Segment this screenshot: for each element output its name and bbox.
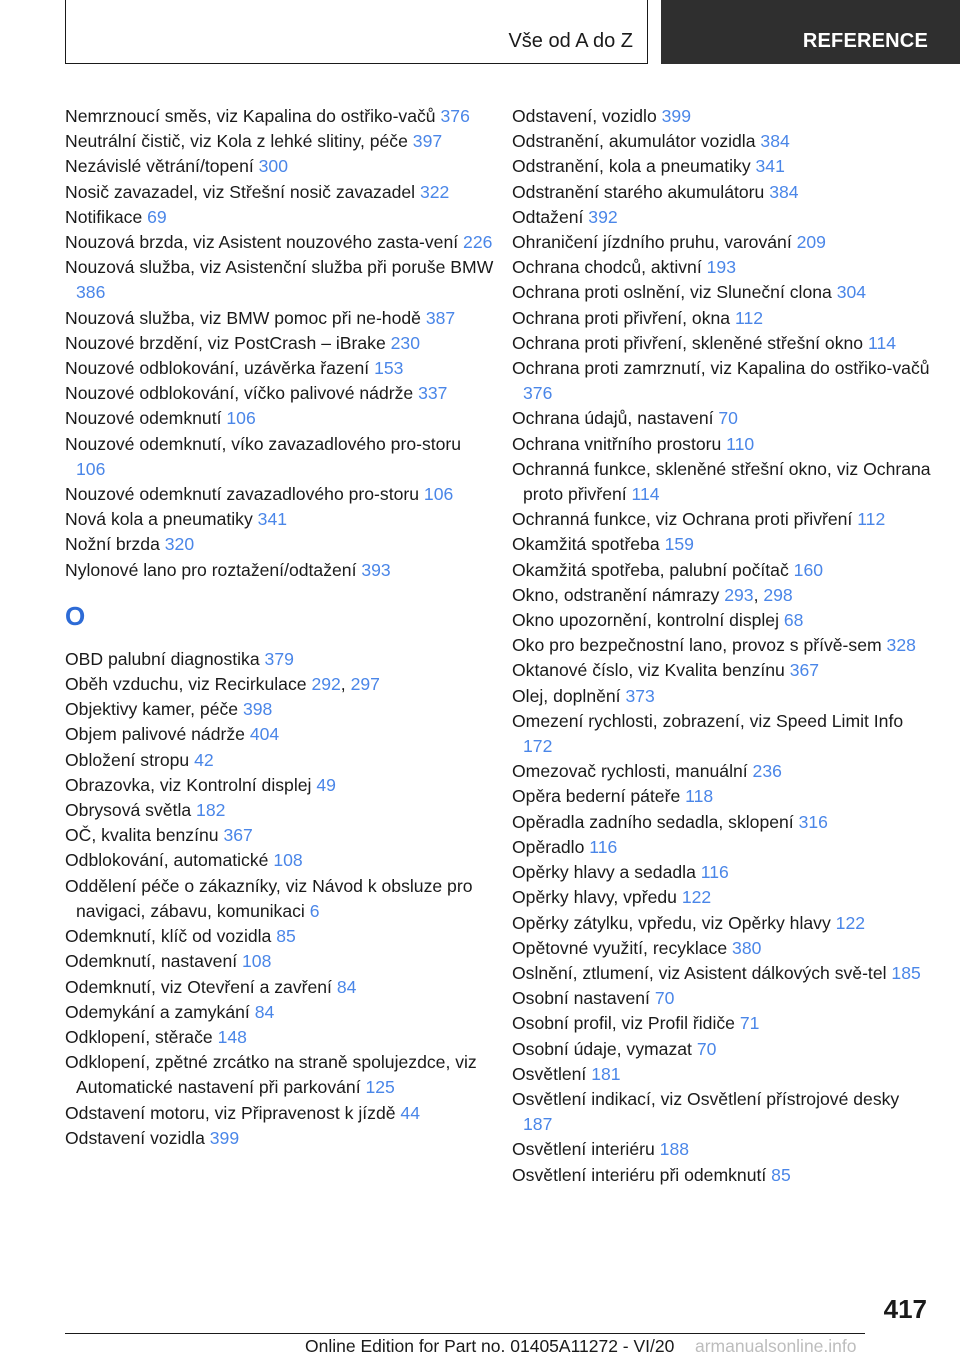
index-entry bbox=[512, 129, 932, 154]
page-reference-link[interactable]: 182 bbox=[196, 800, 226, 821]
index-entry-text: Olej, doplnění bbox=[512, 685, 621, 706]
page-reference-link[interactable]: 193 bbox=[706, 257, 736, 278]
index-entry bbox=[65, 230, 495, 255]
page-reference-link[interactable]: 84 bbox=[336, 976, 357, 997]
index-entry bbox=[65, 1025, 495, 1050]
index-entry bbox=[512, 406, 932, 431]
footer-divider bbox=[65, 1333, 865, 1334]
page-reference-link[interactable]: 70 bbox=[696, 1038, 717, 1059]
index-entry bbox=[65, 1126, 495, 1151]
index-entry-text: Notifikace bbox=[65, 206, 143, 227]
index-entry bbox=[512, 331, 932, 356]
index-entry-text: Odemknutí, klíč od vozidla bbox=[65, 926, 272, 947]
page-reference-link[interactable]: 376 bbox=[523, 383, 553, 404]
index-entry-text: Opěrky hlavy, vpředu bbox=[512, 887, 677, 908]
index-entry bbox=[512, 532, 932, 557]
index-entry-text: Ohraničení jízdního pruhu, varování bbox=[512, 232, 792, 253]
chapter-title: REFERENCE bbox=[802, 30, 928, 52]
index-entry bbox=[65, 432, 495, 482]
page-reference-link[interactable]: 85 bbox=[771, 1164, 791, 1185]
index-entry bbox=[512, 658, 932, 683]
page-reference-link[interactable]: 187 bbox=[523, 1114, 553, 1135]
index-entry bbox=[512, 1137, 932, 1162]
index-entry-text: Odklopení, zpětné zrcátko na straně spolujezdce, viz Automatické nastavení při parkování bbox=[65, 1052, 477, 1098]
page-reference-link[interactable]: 6 bbox=[309, 900, 320, 921]
index-entry-text: Okno, odstranění námrazy bbox=[512, 584, 720, 605]
page-reference-link[interactable]: 328 bbox=[886, 635, 916, 656]
index-entry-text: Odemknutí, nastavení bbox=[65, 951, 238, 972]
page-reference-link[interactable]: 399 bbox=[209, 1127, 240, 1148]
index-entry-text: Osvětlení interiéru bbox=[512, 1139, 655, 1160]
index-entry bbox=[512, 230, 932, 255]
index-entry-text: Odemykání a zamykání bbox=[65, 1001, 250, 1022]
index-entry-text: Obrazovka, viz Kontrolní displej bbox=[65, 774, 312, 795]
page-reference-link[interactable]: 320 bbox=[164, 534, 195, 555]
index-entry bbox=[65, 306, 495, 331]
index-entry bbox=[512, 684, 932, 709]
page-reference-link[interactable]: 367 bbox=[223, 825, 253, 846]
index-entry-text: Nouzové odemknutí, víko zavazadlového pro‐storu bbox=[65, 433, 462, 454]
page-reference-link[interactable]: 69 bbox=[147, 206, 167, 227]
index-entry bbox=[65, 697, 495, 722]
index-entry-text: Omezení rychlosti, zobrazení, viz Speed Limit Info bbox=[512, 710, 904, 731]
index-entry bbox=[512, 885, 932, 910]
index-entry bbox=[512, 961, 932, 986]
index-entry bbox=[512, 280, 932, 305]
page-reference-link[interactable]: 181 bbox=[591, 1063, 621, 1084]
page-reference-link[interactable]: 341 bbox=[257, 509, 288, 530]
page-reference-link[interactable]: 379 bbox=[264, 648, 294, 669]
index-entry-text: Osobní údaje, vymazat bbox=[512, 1038, 692, 1059]
page-reference-link[interactable]: 380 bbox=[732, 937, 762, 958]
index-entry-text: Nezávislé větrání/topení bbox=[65, 156, 254, 177]
index-entry bbox=[512, 835, 932, 860]
page-reference-link[interactable]: 297 bbox=[350, 674, 380, 695]
page-reference-link[interactable]: 159 bbox=[664, 534, 694, 555]
index-entry-text: Ochrana vnitřního prostoru bbox=[512, 433, 722, 454]
page-reference-link[interactable]: 384 bbox=[769, 181, 799, 202]
index-entry: Oběh vzduchu, viz Recirkulace 292, 297 bbox=[65, 674, 380, 695]
page-reference-link[interactable]: 114 bbox=[631, 484, 660, 505]
index-entry-text: OBD palubní diagnostika bbox=[65, 648, 260, 669]
index-entry-text: Osvětlení bbox=[512, 1063, 587, 1084]
index-entry bbox=[65, 154, 495, 179]
page-reference-link[interactable]: 108 bbox=[242, 951, 272, 972]
index-entry bbox=[512, 860, 932, 885]
index-entry bbox=[65, 874, 495, 924]
index-entry-text: Neutrální čistič, viz Kola z lehké slitiny, péče bbox=[65, 131, 408, 152]
page-reference-link[interactable]: 376 bbox=[440, 106, 470, 126]
page-reference-link[interactable]: 70 bbox=[718, 408, 738, 429]
page-reference-link[interactable]: 68 bbox=[783, 610, 804, 631]
index-entry-text: Nosič zavazadel, viz Střešní nosič zavazadel bbox=[65, 181, 416, 202]
index-entry-text: Objem palivové nádrže bbox=[65, 724, 245, 745]
page-reference-link[interactable]: 399 bbox=[661, 106, 691, 126]
index-entry-text: Odstavení, vozidlo bbox=[512, 106, 657, 126]
index-entry-text: Ochrana proti oslnění, viz Sluneční clona bbox=[512, 282, 832, 303]
page-reference-link[interactable]: 84 bbox=[254, 1001, 275, 1022]
page-reference-link[interactable]: 230 bbox=[390, 332, 420, 353]
index-entry bbox=[512, 1037, 932, 1062]
index-entry-text: Oběh vzduchu, viz Recirkulace bbox=[65, 674, 307, 695]
index-letter-heading: O bbox=[65, 600, 86, 631]
index-entry bbox=[65, 748, 495, 773]
page-reference-link[interactable]: 392 bbox=[588, 206, 618, 227]
page-reference-link[interactable]: 122 bbox=[681, 887, 712, 908]
index-entry-text: Opěradlo bbox=[512, 836, 585, 857]
index-entry-text: Odtažení bbox=[512, 206, 584, 227]
section-title: Vše od A do Z bbox=[508, 30, 633, 52]
page-reference-link[interactable]: 341 bbox=[755, 156, 785, 177]
index-entry bbox=[512, 936, 932, 961]
index-entry-text: Obrysová světla bbox=[65, 800, 192, 821]
page-reference-link[interactable]: 106 bbox=[423, 484, 454, 505]
page-reference-link[interactable]: 71 bbox=[739, 1013, 760, 1034]
page-reference-link[interactable]: 386 bbox=[76, 282, 106, 303]
page-reference-link[interactable]: 116 bbox=[589, 836, 618, 857]
index-entry bbox=[65, 331, 495, 356]
index-entry bbox=[65, 848, 495, 873]
index-entry-text: Oslnění, ztlumení, viz Asistent dálkových svě‐tel bbox=[512, 962, 887, 983]
page-reference-link[interactable]: 292 bbox=[311, 674, 341, 695]
watermark: armanualsonline.info bbox=[695, 1336, 857, 1356]
page-reference-link[interactable]: 404 bbox=[249, 724, 280, 745]
index-entry bbox=[65, 823, 495, 848]
page-reference-link[interactable]: 148 bbox=[217, 1026, 247, 1047]
index-entry bbox=[65, 406, 495, 431]
page-reference-link[interactable]: 384 bbox=[760, 131, 790, 152]
page-reference-link[interactable]: 116 bbox=[700, 862, 729, 883]
index-entry-text: Nemrznoucí směs, viz Kapalina do ostřiko‐vačů bbox=[65, 106, 436, 126]
index-entry-text: Ochranná funkce, skleněné střešní okno, viz Ochrana proto přivření bbox=[512, 458, 931, 505]
index-entry-text: Odblokování, automatické bbox=[65, 850, 269, 871]
header-frame bbox=[65, 0, 648, 64]
index-entry bbox=[65, 1050, 495, 1100]
index-entry bbox=[512, 205, 932, 230]
page-reference-link[interactable]: 226 bbox=[463, 232, 493, 253]
index-entry-text: Nylonové lano pro roztažení/odtažení bbox=[65, 559, 357, 580]
index-entry bbox=[65, 205, 495, 230]
index-entry bbox=[65, 722, 495, 747]
index-entry bbox=[512, 558, 932, 583]
page-reference-link[interactable]: 373 bbox=[625, 685, 655, 706]
index-entry bbox=[65, 647, 495, 672]
index-entry bbox=[512, 986, 932, 1011]
page-reference-link[interactable]: 316 bbox=[798, 811, 828, 832]
index-entry-text: Odstavení vozidla bbox=[65, 1127, 205, 1148]
page-reference-link[interactable]: 112 bbox=[857, 509, 886, 530]
index-entry-text: Odstranění, kola a pneumatiky bbox=[512, 156, 751, 177]
index-entry-text: Odstranění starého akumulátoru bbox=[512, 181, 765, 202]
index-entry bbox=[65, 180, 495, 205]
page-reference-link[interactable]: 42 bbox=[194, 749, 214, 770]
page-number: 417 bbox=[883, 1294, 927, 1324]
page-reference-link[interactable]: 106 bbox=[76, 458, 106, 479]
index-entry bbox=[512, 1087, 932, 1137]
index-entry-text: Osobní nastavení bbox=[512, 988, 650, 1009]
index-entry-text: Nouzové odemknutí bbox=[65, 408, 222, 429]
page-reference-link[interactable]: 398 bbox=[242, 699, 273, 720]
page-reference-link[interactable]: 160 bbox=[793, 559, 824, 580]
index-entry-text: Odemknutí, viz Otevření a zavření bbox=[65, 976, 332, 997]
index-entry bbox=[65, 507, 495, 532]
index-entry-text: Ochrana údajů, nastavení bbox=[512, 408, 714, 429]
index-entry-text: Nouzové odemknutí zavazadlového pro‐storu bbox=[65, 484, 420, 505]
index-entry-text: Ochrana chodců, aktivní bbox=[512, 257, 702, 278]
page-reference-link[interactable]: 298 bbox=[763, 584, 793, 605]
index-entry bbox=[512, 633, 932, 658]
index-entry bbox=[65, 482, 495, 507]
index-entry-text: Nouzové odblokování, uzávěrka řazení bbox=[65, 358, 370, 379]
index-entry bbox=[65, 356, 495, 381]
page-reference-link[interactable]: 114 bbox=[867, 332, 897, 353]
index-entry-text: Oddělení péče o zákazníky, viz Návod k obsluze pro navigaci, zábavu, komunikaci bbox=[65, 875, 473, 921]
index-entry bbox=[65, 255, 495, 305]
index-entry-text: Oktanové číslo, viz Kvalita benzínu bbox=[512, 660, 785, 681]
index-entry bbox=[512, 1011, 932, 1036]
index-entry-text: Omezovač rychlosti, manuální bbox=[512, 761, 748, 782]
index-entry-text: Nouzové odblokování, víčko palivové nádrže bbox=[65, 383, 414, 404]
index-entry bbox=[512, 432, 932, 457]
index-entry: Okno, odstranění námrazy 293, 298 bbox=[512, 584, 793, 605]
index-entry-text: Ochrana proti přivření, okna bbox=[512, 307, 731, 328]
index-entry bbox=[512, 306, 932, 331]
index-entry-text: Nouzová brzda, viz Asistent nouzového zasta‐vení bbox=[65, 232, 459, 253]
page-reference-link[interactable]: 125 bbox=[365, 1077, 395, 1098]
page-reference-link[interactable]: 393 bbox=[361, 559, 391, 580]
index-entry bbox=[512, 154, 932, 179]
index-entry bbox=[65, 129, 495, 154]
index-entry bbox=[512, 457, 932, 507]
index-entry-text: Opěrky hlavy a sedadla bbox=[512, 862, 696, 883]
index-entry bbox=[65, 1101, 495, 1126]
page-reference-link[interactable]: 322 bbox=[419, 181, 450, 202]
index-entry-text: Odklopení, stěrače bbox=[65, 1026, 213, 1047]
index-entry bbox=[512, 356, 932, 406]
index-entry-text: Osobní profil, viz Profil řidiče bbox=[512, 1013, 735, 1034]
page-reference-link[interactable]: 118 bbox=[685, 786, 714, 807]
page-reference-link[interactable]: 188 bbox=[659, 1139, 690, 1160]
page-reference-link[interactable]: 185 bbox=[891, 962, 921, 983]
index-entry bbox=[512, 784, 932, 809]
index-entry-text: Nouzová služba, viz BMW pomoc při ne‐hodě bbox=[65, 307, 421, 328]
index-entry-text: Obložení stropu bbox=[65, 749, 190, 770]
index-entry bbox=[512, 104, 932, 129]
page-reference-link[interactable]: 85 bbox=[276, 926, 296, 947]
edition-footer: Online Edition for Part no. 01405A11272 - VI/20 bbox=[305, 1336, 675, 1356]
page-reference-link[interactable]: 367 bbox=[789, 660, 820, 681]
index-entry bbox=[65, 1000, 495, 1025]
index-entry-text: Nožní brzda bbox=[65, 534, 160, 555]
page-reference-link[interactable]: 122 bbox=[835, 912, 866, 933]
index-entry bbox=[512, 709, 932, 759]
index-entry bbox=[65, 924, 495, 949]
index-entry-text: Odstavení motoru, viz Připravenost k jízdě bbox=[65, 1102, 396, 1123]
index-entry-text: Opěrky zátylku, vpředu, viz Opěrky hlavy bbox=[512, 912, 831, 933]
index-entry bbox=[65, 773, 495, 798]
index-entry-text: Nouzové brzdění, viz PostCrash – iBrake bbox=[65, 332, 386, 353]
index-entry-text: Okno upozornění, kontrolní displej bbox=[512, 610, 779, 631]
index-entry-text: Opěra bederní páteře bbox=[512, 786, 681, 807]
page-reference-link[interactable]: 387 bbox=[425, 307, 456, 328]
page-reference-link[interactable]: 337 bbox=[418, 383, 448, 404]
index-entry bbox=[65, 949, 495, 974]
index-entry-text: Ochranná funkce, viz Ochrana proti přivření bbox=[512, 509, 853, 530]
page-reference-link[interactable]: 108 bbox=[273, 850, 303, 871]
index-entry bbox=[65, 558, 495, 583]
page-reference-link[interactable]: 70 bbox=[654, 988, 675, 1009]
index-entry-text: Ochrana proti zamrznutí, viz Kapalina do ostřiko‐vačů bbox=[512, 358, 930, 379]
page-reference-link[interactable]: 209 bbox=[796, 232, 826, 253]
index-entry bbox=[65, 798, 495, 823]
index-entry-text: Opěradla zadního sedadla, sklopení bbox=[512, 811, 794, 832]
page-reference-link[interactable]: 106 bbox=[226, 408, 256, 429]
index-entry bbox=[65, 381, 495, 406]
index-entry-text: Okamžitá spotřeba bbox=[512, 534, 660, 555]
page-reference-link[interactable]: 44 bbox=[400, 1102, 420, 1123]
index-entry bbox=[512, 1062, 932, 1087]
page-reference-link[interactable]: 397 bbox=[412, 131, 443, 152]
index-column-right bbox=[512, 104, 932, 1188]
index-entry-text: Opětovné využití, recyklace bbox=[512, 937, 728, 958]
page-reference-link[interactable]: 110 bbox=[726, 433, 755, 454]
index-entry bbox=[512, 911, 932, 936]
index-entry bbox=[512, 255, 932, 280]
index-entry-text: Nová kola a pneumatiky bbox=[65, 509, 253, 530]
page-reference-link[interactable]: 112 bbox=[734, 307, 764, 328]
chapter-tab bbox=[661, 0, 960, 64]
index-entry bbox=[65, 104, 495, 129]
index-entry-text: OČ, kvalita benzínu bbox=[65, 825, 219, 846]
index-entry-text: Objektivy kamer, péče bbox=[65, 699, 239, 720]
index-entry bbox=[512, 810, 932, 835]
index-entry bbox=[512, 180, 932, 205]
page-reference-link[interactable]: 153 bbox=[374, 358, 404, 379]
page-reference-link[interactable]: 172 bbox=[523, 736, 553, 757]
page-reference-link[interactable]: 304 bbox=[836, 282, 867, 303]
index-entry bbox=[65, 532, 495, 557]
index-entry bbox=[512, 608, 932, 633]
page-reference-link[interactable]: 236 bbox=[752, 761, 782, 782]
index-entry-text: Oko pro bezpečnostní lano, provoz s přívě‐sem bbox=[512, 635, 882, 656]
index-entry-text: Okamžitá spotřeba, palubní počítač bbox=[512, 559, 789, 580]
index-column-left bbox=[65, 104, 495, 1151]
index-entry-text: Ochrana proti přivření, skleněné střešní okno bbox=[512, 332, 864, 353]
index-entry-text: Odstranění, akumulátor vozidla bbox=[512, 131, 756, 152]
index-entry bbox=[512, 507, 932, 532]
index-entry-text: Osvětlení indikací, viz Osvětlení přístrojové desky bbox=[512, 1088, 900, 1109]
page-reference-link[interactable]: 49 bbox=[316, 774, 336, 795]
index-entry-text: Nouzová služba, viz Asistenční služba při poruše BMW bbox=[65, 257, 494, 278]
index-entry bbox=[512, 1163, 932, 1188]
index-entry bbox=[65, 975, 495, 1000]
page-reference-link[interactable]: 300 bbox=[258, 156, 288, 177]
index-entry bbox=[512, 759, 932, 784]
index-entry-text: Osvětlení interiéru při odemknutí bbox=[512, 1164, 767, 1185]
page-reference-link[interactable]: 293 bbox=[724, 584, 754, 605]
